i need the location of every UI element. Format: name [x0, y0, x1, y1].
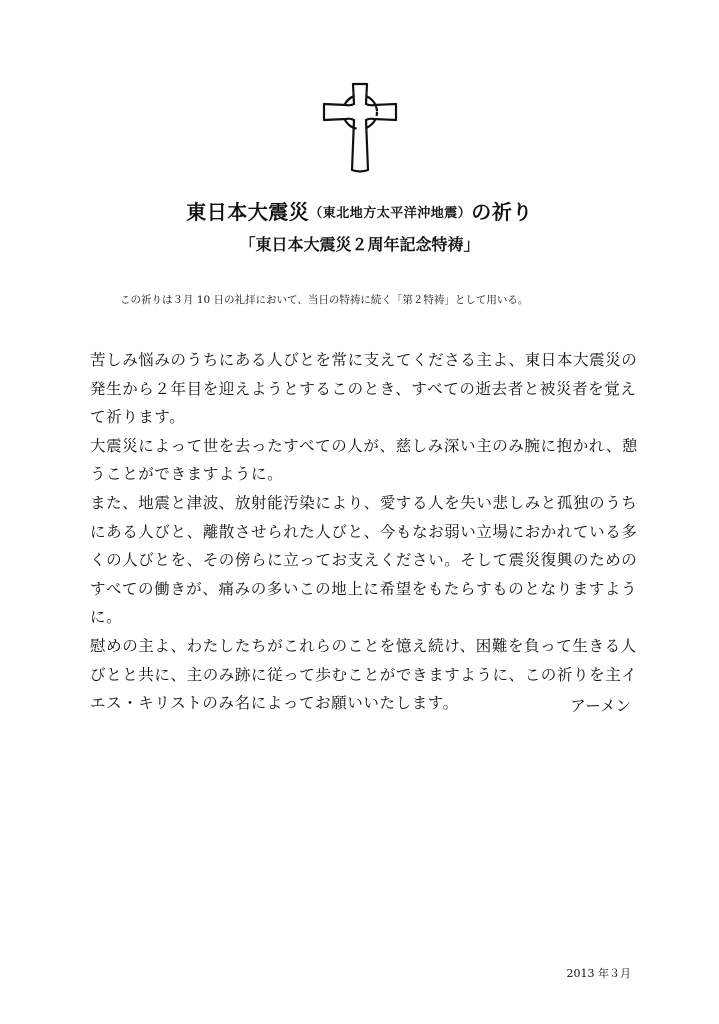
- title-parenthetical: （東北地方太平洋沖地震）: [309, 206, 472, 221]
- prayer-paragraph: 慰めの主よ、わたしたちがこれらのことを憶え続け、困難を負って生きる人びとと共に、主のみ跡に従って歩むことができますように、この祈りを主イエス・キリストのみ名によってお願いいたします。: [90, 636, 638, 713]
- document-title: [0, 196, 719, 225]
- amen: アーメン: [570, 697, 631, 715]
- prayer-body: [90, 346, 650, 718]
- prayer-paragraph: 大震災によって世を去ったすべての人が、慈しみ深い主のみ腕に抱かれ、憩うことができますように。: [90, 436, 639, 484]
- celtic-cross-icon: [322, 82, 398, 174]
- title-end: の祈り: [471, 200, 533, 224]
- document-subtitle: 「東日本大震災２周年記念特祷」: [239, 235, 480, 254]
- usage-note: この祈りは３月 10 日の礼拝において、当日の特祷に続く「第２特祷」として用いる。: [120, 294, 529, 306]
- document-date: 2013 年３月: [566, 967, 631, 980]
- title-main: 東日本大震災: [186, 200, 310, 224]
- prayer-paragraph: また、地震と津波、放射能汚染により、愛する人を失い悲しみと孤独のうちにある人びと、離散させられた人びと、今もなお弱い立場におかれている多くの人びとを、その傍らに立ってお支えください。そして震災復興のためのすべての働きが、痛みの多いこの地上に希望をもたらすものとなりますように。: [90, 493, 638, 627]
- prayer-paragraph: 苦しみ悩みのうちにある人びとを常に支えてくださる主よ、東日本大震災の発生から２年目を迎えようとするこのとき、すべての逝去者と被災者を覚えて祈ります。: [90, 351, 638, 427]
